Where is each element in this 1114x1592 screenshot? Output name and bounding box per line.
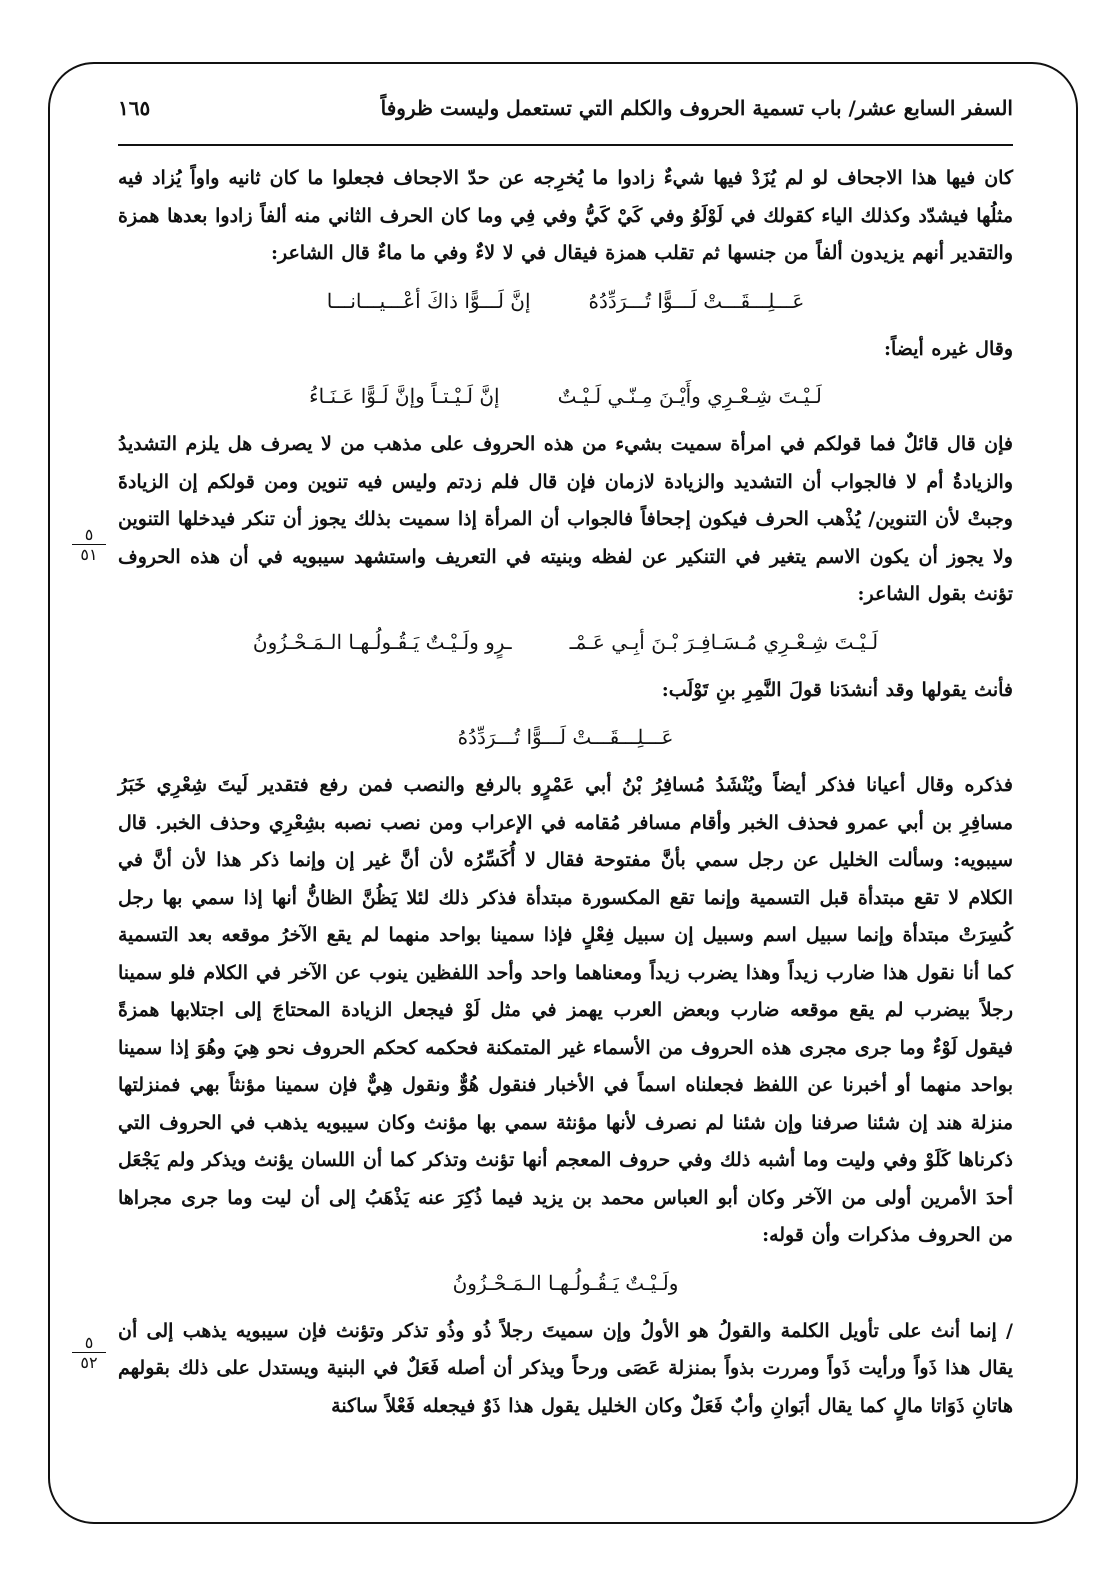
- header-rule: [118, 144, 1013, 146]
- margin-reference-51: [72, 526, 106, 563]
- verse-line: [118, 1261, 1013, 1305]
- margin-reference-volume: ٥: [72, 1334, 106, 1353]
- paragraph: فذكره وقال أعيانا فذكر أيضاً ويُنْشَدُ مُسافِرُ بْنُ أبي عَمْرٍو بالرفع والنصب فمن رفع فتقدير لَيتَ شِعْرِي خَبَرُ مسافِرِ بن أبي عمرو فحذف الخبر وأقام مسافر مُقامه في الإعراب ومن نصب نصبه بشِعْرِي وحذف الخبر. قال سيبويه: وسألت الخليل عن رجل سمي بأنَّ مفتوحة فقال لا أُكَسِّرُه لأن أنَّ غير إن وإنما ذكر هذا لأن أنَّ في الكلام لا تقع مبتدأة قبل التسمية وإنما تقع المكسورة مبتدأة فذكر ذلك لئلا يَظُنَّ الظانُّ أنها إذا سمي بها رجل كُسِرَتْ مبتدأة وإنما سبيل اسم وسبيل إن سبيل فِعْلٍ فإذا سمينا بواحد منهما لم يقع الآخرُ موقعه بعد التسمية كما أنا نقول هذا ضارب زيداً وهذا يضرب زيداً ومعناهما واحد وأحد اللفظين ينوب عن الآخر في الكلام فلو سمينا رجلاً بيضرب لم يقع موقعه ضارب وبعض العرب يهمز في مثل لَوْ فيجعل الزيادة المحتاجَ إلى اجتلابها همزةً فيقول لَوْءٌ وما جرى مجرى هذه الحروف من الأسماء غير المتمكنة فحكمه كحكم الحروف نحو هِيَ وهُوَ إذا سمينا بواحد منهما أو أخبرنا عن اللفظ فجعلناه اسماً في الأخبار فنقول هُوٌّ ونقول هِيٌّ فإن سمينا مؤنثاً بهي فمنزلتها منزلة هند إن شئنا صرفنا وإن شئنا لم نصرف لأنها مؤنثة سمي بها مؤنث وكان سيبويه يذهب في الحروف التي ذكرناها كَلَوْ وفي وليت وما أشبه ذلك وفي حروف المعجم أنها تؤنث وتذكر كما أن اللسان يؤنث ويذكر ولم يَجْعَل أحدَ الأمرين أولى من الآخر وكان أبو العباس محمد بن يزيد فيما ذُكِرَ عنه يَذْهَبُ إلى أن ليت وما جرى مجراها من الحروف مذكرات وأن قوله:: [118, 774, 1013, 1246]
- running-title: السفر السابع عشر/ باب تسمية الحروف والكلم التي تستعمل وليست ظروفاً: [380, 96, 1013, 120]
- book-page: [80, 88, 1013, 1518]
- paragraph: فأنث يقولها وقد أنشدَنا قولَ النَّمِرِ بنِ تَوْلَب:: [661, 678, 1013, 701]
- verse-first-hemistich: لَـيْـتَ شِـعْـرِي وأَيْـنَ مِـنّـي لَـيْـتٌ: [557, 384, 822, 408]
- verse-line: [118, 715, 1013, 759]
- verse-line: [118, 374, 1013, 418]
- margin-reference-volume: ٥: [72, 526, 106, 545]
- verse-second-hemistich: إنَّ لَـيْـتـاً وإنَّ لَـوًّا عَـنَـاءُ: [309, 384, 500, 408]
- verse-first-hemistich: عَـــلِـــقَـــتْ لَـــوًّا تُـــرَدِّدُهُ: [588, 288, 805, 313]
- verse-first-hemistich: لَـيْـتَ شِـعْـرِي مُـسَـافِـرَ بْـنَ أبِـي عَـمْـ: [569, 629, 879, 654]
- verse-line: [118, 279, 1013, 323]
- verse-second-hemistich: إنَّ لَـــوًّا ذاكَ أعْـــيـــانـــا: [326, 288, 531, 313]
- paragraph: كان فيها هذا الاجحاف لو لم يُزَدْ فيها شيءٌ زادوا ما يُخرِجه عن حدّ الاجحاف فجعلوا ما كان ثانيه واواً يُزاد فيه مثلُها فيشدّد وكذلك الياء كقولك في لَوْلَوُ وفي كَيْ كَيُّ وفي فِي وما كان الحرف الثاني منه ألفاً زادوا بعدها همزة والتقدير أنهم يزيدون ألفاً من جنسها ثم تقلب همزة فيقال في لا لاءٌ وفي ما ماءٌ قال الشاعر:: [118, 167, 1013, 264]
- margin-reference-folio: ٥١: [80, 545, 98, 564]
- verse-line: [118, 620, 1013, 664]
- margin-reference-52: [72, 1334, 106, 1371]
- paragraph: فإن قال قائلٌ فما قولكم في امرأة سميت بشيء من هذه الحروف على مذهب من لا يصرف هل يلزم التشديدُ والزيادةُ أم لا فالجواب أن التشديد والزيادة لازمان فإن قال فلم زدتم وليس فيه تنوين ومن قولكم إن الزيادةَ وجبتْ لأن التنوين/ يُذْهب الحرف فيكون إجحافاً فالجواب أن المرأة إذا سميت بذلك يجوز أن تنكر فيدخلها التنوين ولا يجوز أن يكون الاسم يتغير في التنكير عن لفظه وبنيته في التعريف واستشهد سيبويه في أن هذه الحروف تؤنث بقول الشاعر:: [118, 433, 1013, 605]
- verse-first-hemistich: ولَـيْـتٌ يَـقُـولُـهـا الـمَـحْـزُونُ: [452, 1270, 679, 1295]
- page-header: [118, 96, 1013, 136]
- verse-first-hemistich: عَـــلِـــقَـــتْ لَـــوًّا تُـــرَدِّدُهُ: [457, 725, 674, 749]
- paragraph: وقال غيره أيضاً:: [883, 337, 1013, 360]
- margin-reference-folio: ٥٢: [80, 1353, 98, 1372]
- page-number: ١٦٥: [118, 96, 151, 120]
- paragraph: / إنما أنث على تأويل الكلمة والقولُ هو الأولُ وإن سميتَ رجلاً ذُو وذُو تذكر وتؤنث فإن سيبويه يذهب إلى أن يقال هذا ذَواً ورأيت ذَواً ومررت بذواً بمنزلة عَصَى ورحاً ويذكر أن أصله فَعَلٌ في البنية ويستدل على ذلك بقولهم هاتانِ ذَوَاتا مالٍ كما يقال أبَوانِ وأبٌ فَعَلٌ وكان الخليل يقول هذا ذَوٌ فيجعله فَعْلاً ساكنة: [118, 1319, 1013, 1417]
- verse-second-hemistich: ـرٍو ولَـيْـتٌ يَـقُـولُـهـا الـمَـحْـزُونُ: [252, 629, 512, 654]
- page-body: [118, 160, 1013, 1425]
